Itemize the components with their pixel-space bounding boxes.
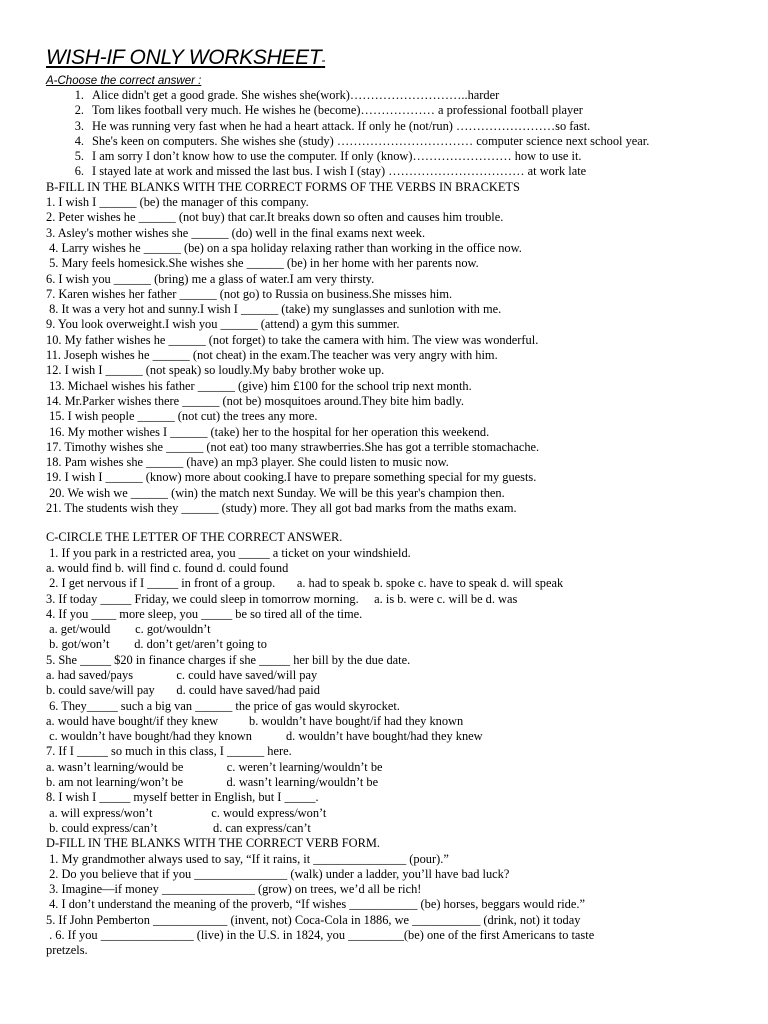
item-text: I stayed late at work and missed the last bus. I wish I (stay) …………………………… at work late — [92, 164, 587, 179]
section-d-line: 2. Do you believe that if you _______________ (walk) under a ladder, you’ll have bad luck? — [46, 866, 510, 881]
section-c-line: a. will express/won’t c. would express/won’t — [46, 805, 327, 820]
section-c-line: b. am not learning/won’t be d. wasn’t learning/wouldn’t be — [46, 775, 379, 790]
item-number: 4. — [74, 133, 84, 148]
section-b-line: 20. We wish we ______ (win) the match next Sunday. We will be this year's champion then. — [46, 485, 505, 500]
section-b-line: 8. It was a very hot and sunny.I wish I ______ (take) my sunglasses and sunlotion with me. — [46, 302, 502, 317]
section-a-list — [46, 88, 746, 180]
section-c-line: 7. If I _____ so much in this class, I ______ here. — [46, 744, 292, 759]
worksheet-page — [46, 44, 746, 959]
section-b-heading: B-FILL IN THE BLANKS WITH THE CORRECT FORMS OF THE VERBS IN BRACKETS — [46, 179, 520, 194]
section-b-line: 14. Mr.Parker wishes there ______ (not be) mosquitoes around.They bite him badly. — [46, 393, 464, 408]
section-d-line: . 6. If you _______________ (live) in the U.S. in 1824, you _________(be) one of the first Americans to taste — [46, 928, 595, 943]
section-b-line: 15. I wish people ______ (not cut) the trees any more. — [46, 409, 318, 424]
section-a-item — [46, 103, 746, 118]
section-b-line: 19. I wish I ______ (know) more about cooking.I have to prepare something special for my guests. — [46, 470, 537, 485]
section-a-heading: A-Choose the correct answer : — [46, 75, 202, 87]
section-b-line: 10. My father wishes he ______ (not forget) to take the camera with him. The view was wonderful. — [46, 332, 539, 347]
item-number: 6. — [74, 164, 84, 179]
section-c-heading: C-CIRCLE THE LETTER OF THE CORRECT ANSWER. — [46, 530, 343, 545]
section-c-line: 5. She _____ $20 in finance charges if she _____ her bill by the due date. — [46, 652, 411, 667]
section-c-line: 4. If you ____ more sleep, you _____ be so tired all of the time. — [46, 606, 363, 621]
section-d-line: 4. I don’t understand the meaning of the proverb, “If wishes ___________ (be) horses, beggars would ride.” — [46, 897, 585, 912]
section-b-line: 2. Peter wishes he ______ (not buy) that car.It breaks down so often and causes him trouble. — [46, 210, 504, 225]
section-b-list — [46, 195, 746, 516]
item-number: 1. — [74, 88, 84, 102]
section-b-line: 16. My mother wishes I ______ (take) her to the hospital for her operation this weekend. — [46, 424, 490, 439]
worksheet-title — [46, 44, 746, 74]
item-number: 5. — [74, 149, 84, 164]
section-c-line: b. could save/will pay d. could have saved/had paid — [46, 683, 320, 698]
section-c-line: 6. They_____ such a big van ______ the price of gas would skyrocket. — [46, 698, 400, 713]
section-d-line: 1. My grandmother always used to say, “If it rains, it _______________ (pour).” — [46, 851, 449, 866]
item-text: I am sorry I don’t know how to use the computer. If only (know)…………………… how to use it. — [92, 149, 582, 164]
section-d-line: 5. If John Pemberton ____________ (invent, not) Coca-Cola in 1886, we ___________ (drink, not) it today — [46, 912, 581, 927]
section-c-line: a. get/would c. got/wouldn’t — [46, 622, 211, 637]
item-text: Alice didn't get a good grade. She wishes she(work)………………………..harder — [92, 88, 500, 102]
title-suffix: - — [321, 53, 326, 67]
section-c-list — [46, 546, 746, 837]
item-text: She's keen on computers. She wishes she (study) …………………………… computer science next school year. — [92, 133, 650, 148]
section-a-item — [46, 134, 746, 149]
section-c-line: 3. If today _____ Friday, we could sleep in tomorrow morning. a. is b. were c. will be d. was — [46, 591, 518, 606]
section-c-line: 2. I get nervous if I _____ in front of a group. a. had to speak b. spoke c. have to speak d. will speak — [46, 576, 564, 591]
section-c-line: b. got/won’t d. don’t get/aren’t going to — [46, 637, 267, 652]
section-b-line: 21. The students wish they ______ (study) more. They all got bad marks from the maths exam. — [46, 501, 517, 516]
section-a-item — [46, 119, 746, 134]
section-a-item — [46, 88, 746, 103]
section-d-list — [46, 852, 746, 959]
item-number: 2. — [74, 103, 84, 118]
section-d-line: 3. Imagine—if money _______________ (grow) on trees, we’d all be rich! — [46, 882, 422, 897]
section-b-line: 6. I wish you ______ (bring) me a glass of water.I am very thirsty. — [46, 271, 375, 286]
section-c-line: a. would find b. will find c. found d. could found — [46, 560, 289, 575]
section-c-line: 8. I wish I _____ myself better in English, but I _____. — [46, 790, 319, 805]
section-a-item — [46, 149, 746, 164]
section-b-line: 1. I wish I ______ (be) the manager of this company. — [46, 195, 309, 210]
section-b-line: 17. Timothy wishes she ______ (not eat) too many strawberries.She has got a terrible stomachache. — [46, 439, 540, 454]
section-b-line: 9. You look overweight.I wish you ______ (attend) a gym this summer. — [46, 317, 400, 332]
spacer — [46, 516, 746, 530]
section-c-line: c. wouldn’t have bought/had they known d. wouldn’t have bought/had they knew — [46, 729, 483, 744]
section-d-line: pretzels. — [46, 943, 88, 958]
section-c-line: 1. If you park in a restricted area, you _____ a ticket on your windshield. — [46, 545, 411, 560]
section-d-heading: D-FILL IN THE BLANKS WITH THE CORRECT VERB FORM. — [46, 836, 380, 851]
section-b-line: 5. Mary feels homesick.She wishes she ______ (be) in her home with her parents now. — [46, 256, 479, 271]
section-c-line: a. wasn’t learning/would be c. weren’t learning/wouldn’t be — [46, 759, 383, 774]
title-text: WISH-IF ONLY WORKSHEET — [46, 46, 322, 69]
section-b-line: 12. I wish I ______ (not speak) so loudly.My baby brother woke up. — [46, 363, 385, 378]
section-b-line: 3. Asley's mother wishes she ______ (do) well in the final exams next week. — [46, 225, 426, 240]
item-text: He was running very fast when he had a heart attack. If only he (not/run) ……………………so fast. — [92, 118, 591, 133]
section-b-line: 4. Larry wishes he ______ (be) on a spa holiday relaxing rather than working in the office now. — [46, 240, 522, 255]
section-c-line: a. would have bought/if they knew b. wouldn’t have bought/if had they known — [46, 713, 464, 728]
section-b-line: 7. Karen wishes her father ______ (not go) to Russia on business.She misses him. — [46, 286, 453, 301]
item-text: Tom likes football very much. He wishes he (become)……………… a professional football player — [92, 103, 583, 118]
section-b-line: 11. Joseph wishes he ______ (not cheat) in the exam.The teacher was very angry with him. — [46, 348, 498, 363]
section-b-line: 18. Pam wishes she ______ (have) an mp3 player. She could listen to music now. — [46, 455, 449, 470]
section-c-line: b. could express/can’t d. can express/can’t — [46, 820, 311, 835]
section-b-line: 13. Michael wishes his father ______ (give) him £100 for the school trip next month. — [46, 378, 472, 393]
item-number: 3. — [74, 118, 84, 133]
section-c-line: a. had saved/pays c. could have saved/will pay — [46, 667, 318, 682]
section-a-item — [46, 164, 746, 179]
